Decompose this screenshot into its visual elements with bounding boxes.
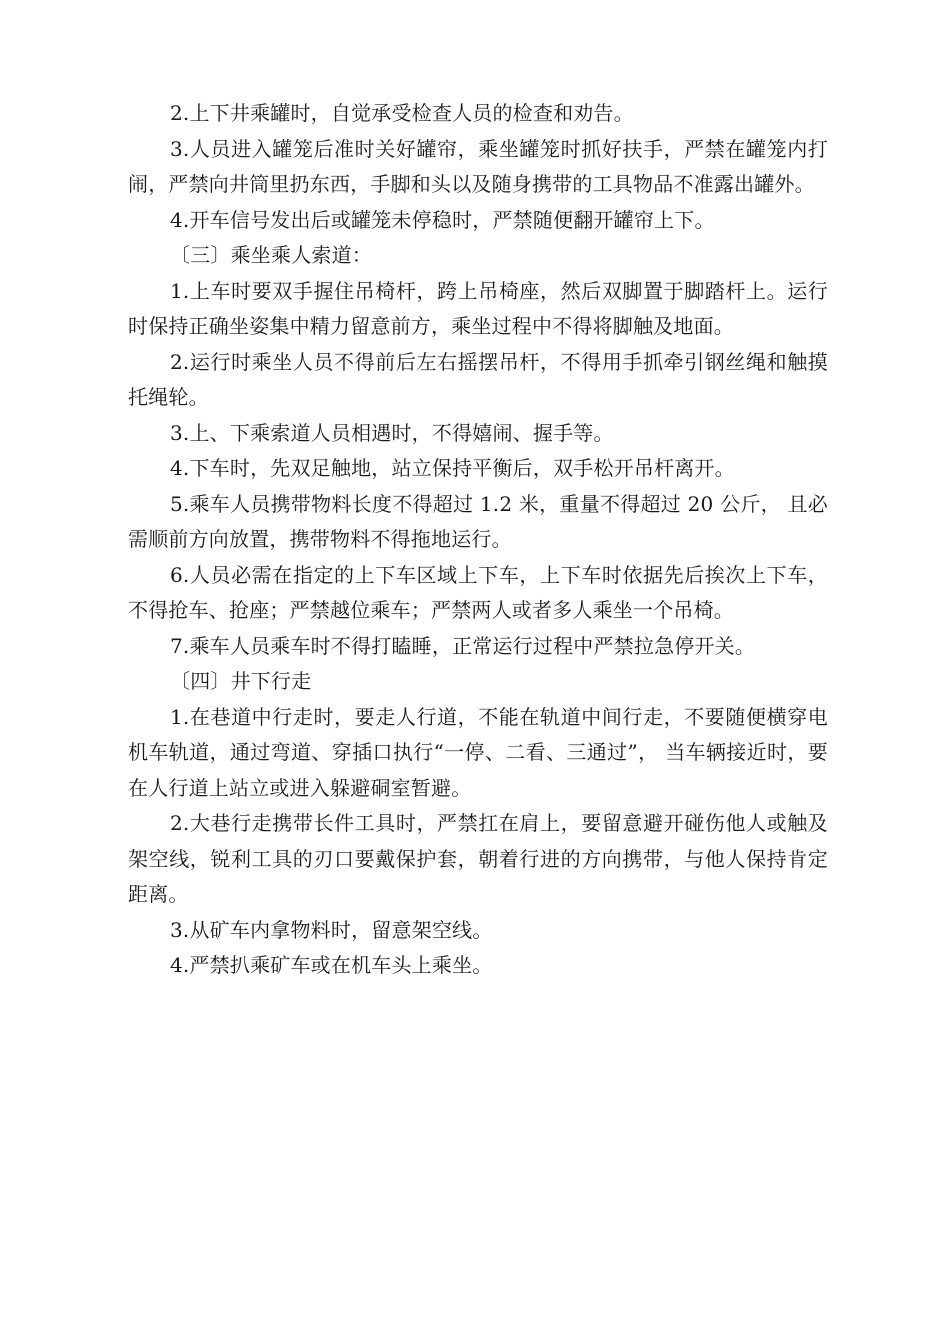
- paragraph-item: 2.大巷行走携带长件工具时，严禁扛在肩上，要留意避开碰伤他人或触及架空线，锐利工具的刃口要戴保护套，朝着行进的方向携带，与他人保持肯定距离。: [128, 811, 828, 906]
- document-body: [128, 96, 828, 984]
- paragraph-item: 3.上、下乘索道人员相遇时，不得嬉闹、握手等。: [170, 420, 614, 445]
- paragraph-item: 3.从矿车内拿物料时，留意架空线。: [170, 917, 493, 942]
- paragraph-item: 2.运行时乘坐人员不得前后左右摇摆吊杆，不得用手抓牵引钢丝绳和触摸托绳轮。: [128, 349, 828, 409]
- paragraph-item: 4.开车信号发出后或罐笼未停稳时，严禁随便翻开罐帘上下。: [170, 207, 715, 232]
- paragraph-item: 1.在巷道中行走时，要走人行道，不能在轨道中间行走，不要随便横穿电机车轨道，通过弯道、穿插口执行“一停、二看、三通过”， 当车辆接近时，要在人行道上站立或进入躲避硐室暂避。: [128, 704, 828, 800]
- paragraph-item: 4.下车时，先双足触地，站立保持平衡后，双手松开吊杆离开。: [170, 456, 735, 480]
- paragraph-item: 2.上下井乘罐时，自觉承受检查人员的检查和劝告。: [170, 101, 634, 125]
- section-heading: 〔三〕乘坐乘人索道：: [170, 243, 372, 267]
- paragraph-item: 4.严禁扒乘矿车或在机车头上乘坐。: [170, 953, 493, 977]
- paragraph-item: 3.人员进入罐笼后准时关好罐帘，乘坐罐笼时抓好扶手，严禁在罐笼内打闹，严禁向井筒里扔东西，手脚和头以及随身携带的工具物品不准露出罐外。: [128, 136, 828, 196]
- paragraph-item: 7.乘车人员乘车时不得打瞌睡，正常运行过程中严禁拉急停开关。: [170, 633, 756, 658]
- paragraph-item: 6.人员必需在指定的上下车区域上下车，上下车时依据先后挨次上下车，不得抢车、抢座；严禁越位乘车；严禁两人或者多人乘坐一个吊椅。: [128, 562, 828, 622]
- paragraph-item: 1.上车时要双手握住吊椅杆，跨上吊椅座，然后双脚置于脚踏杆上。运行时保持正确坐姿集中精力留意前方，乘坐过程中不得将脚触及地面。: [128, 278, 828, 338]
- paragraph-item: 5.乘车人员携带物料长度不得超过 1.2 米，重量不得超过 20 公斤， 且必需顺前方向放置，携带物料不得拖地运行。: [128, 491, 828, 551]
- section-heading: 〔四〕井下行走: [170, 669, 312, 693]
